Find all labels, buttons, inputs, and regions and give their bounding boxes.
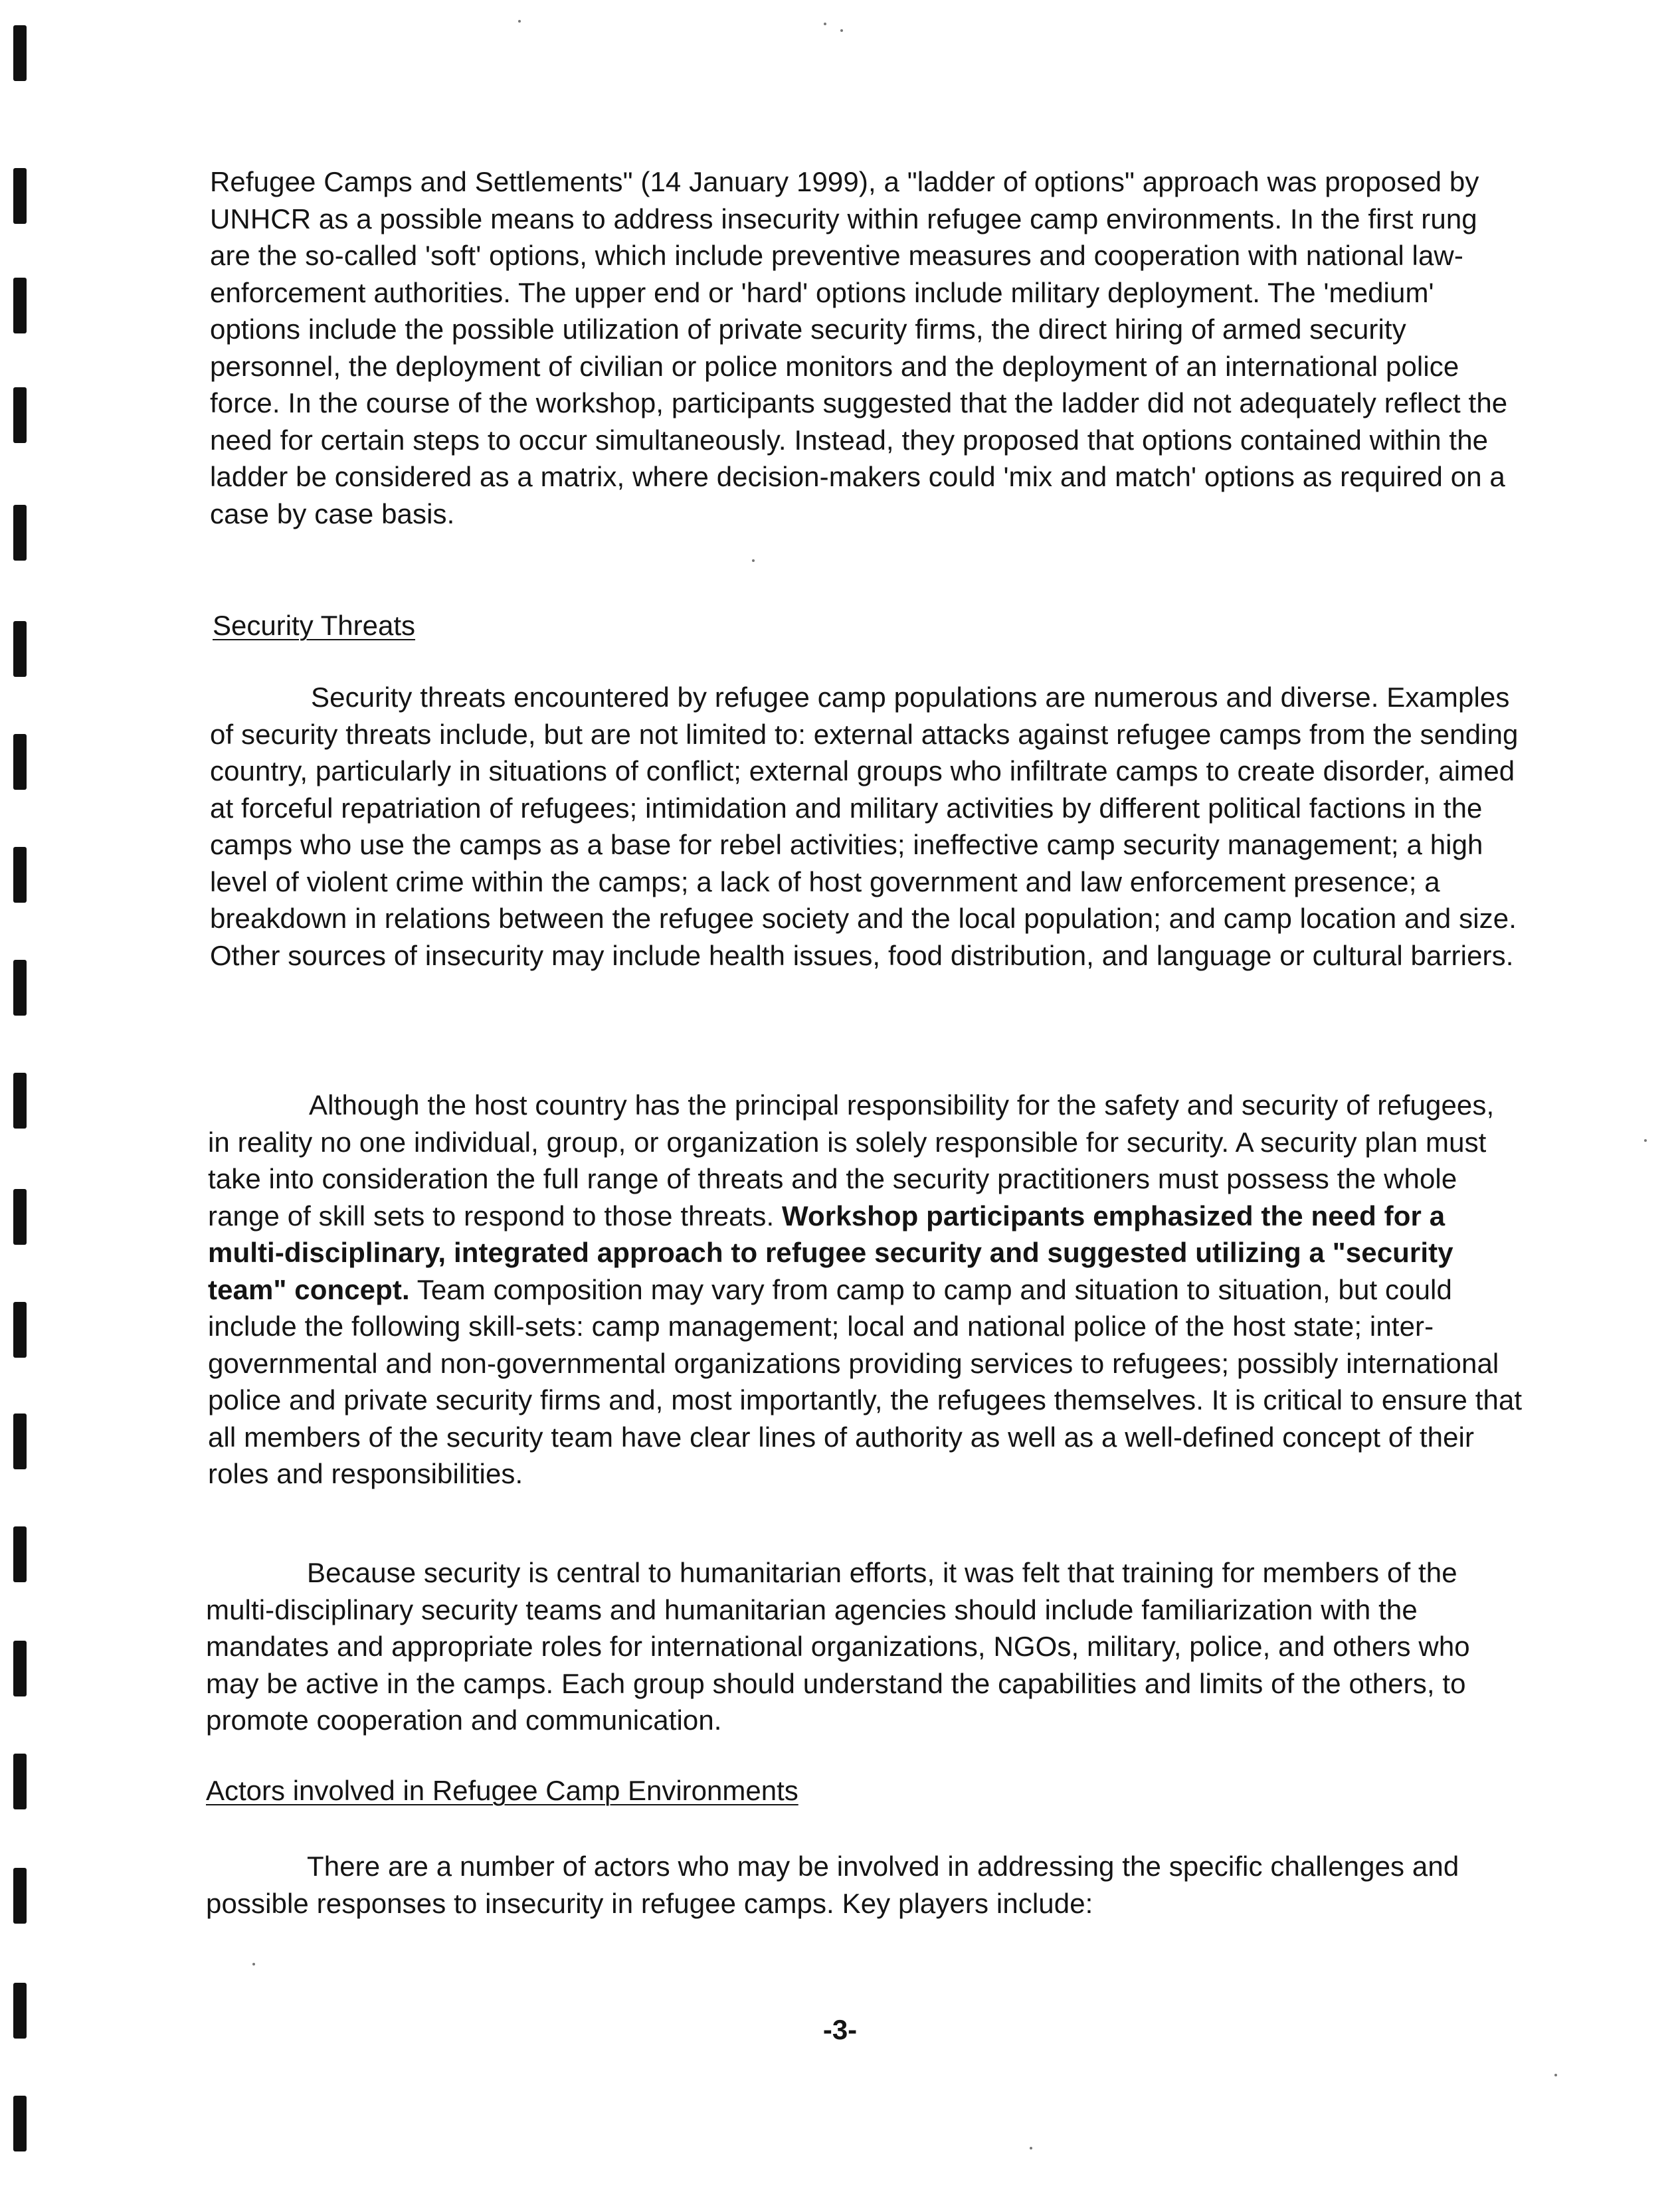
scan-speck xyxy=(1644,1139,1647,1142)
intro-paragraph-block xyxy=(210,163,1525,532)
binding-mark xyxy=(13,960,27,1016)
binding-mark xyxy=(13,1189,27,1245)
section-heading-security-threats: Security Threats xyxy=(213,610,416,641)
binding-mark xyxy=(13,505,27,561)
binding-mark xyxy=(13,1526,27,1582)
intro-paragraph: Refugee Camps and Settlements" (14 January 1999), a "ladder of options" approach was proposed by UNHCR as a possible means to address insecurity within refugee camp environments. In the first rung are the so-called 'soft' options, which include preventive measures and cooperation with national law-enforcement authorities. The upper end or 'hard' options include military deployment. The 'medium' options include the possible utilization of private security firms, the direct hiring of armed security personnel, the deployment of civilian or police monitors and the deployment of an international police force. In the course of the workshop, participants suggested that the ladder did not adequately reflect the need for certain steps to occur simultaneously. Instead, they proposed that options contained within the ladder be considered as a matrix, where decision-makers could 'mix and match' options as required on a case by case basis. xyxy=(210,166,1508,529)
training-paragraph: Because security is central to humanitarian efforts, it was felt that training for members of the multi-disciplinary security teams and humanitarian agencies should include familiarization with the mandates and appropriate roles for international organizations, NGOs, military, police, and others who may be active in the camps. Each group should understand the capabilities and limits of the others, to promote cooperation and communication. xyxy=(206,1557,1470,1736)
binding-mark xyxy=(13,1414,27,1469)
binding-mark xyxy=(13,278,27,333)
binding-mark xyxy=(13,847,27,903)
scan-speck xyxy=(252,1963,255,1965)
actors-paragraph-block xyxy=(206,1848,1521,1922)
scan-speck xyxy=(1030,2147,1032,2149)
binding-mark xyxy=(13,1641,27,1696)
host-paragraph-block xyxy=(208,1087,1523,1493)
host-paragraph-text: Although the host country has the principal responsibility for the safety and security of refugees, in reality no one individual, group, or organization is solely responsible for security. A security plan must take into consideration the full range of threats and the security practitioners must possess the whole range of skill sets to respond to those threats. xyxy=(208,1089,1495,1232)
host-paragraph xyxy=(208,1087,1523,1493)
threats-paragraph: Security threats encountered by refugee camp populations are numerous and diverse. Examples of security threats include, but are not limited to: external attacks against refugee camps from the sending country, particularly in situations of conflict; external groups who infiltrate camps to create disorder, aimed at forceful repatriation of refugees; intimidation and military activities by different political factions in the camps who use the camps as a base for rebel activities; ineffective camp security management; a high level of violent crime within the camps; a lack of host government and law enforcement presence; a breakdown in relations between the refugee society and the local population; and camp location and size. Other sources of insecurity may include health issues, food distribution, and language or cultural barriers. xyxy=(210,682,1519,971)
binding-mark xyxy=(13,1073,27,1129)
scan-speck xyxy=(824,23,826,25)
binding-mark xyxy=(13,1302,27,1358)
actors-paragraph: There are a number of actors who may be involved in addressing the specific challenges and possible responses to insecurity in refugee camps. Key players include: xyxy=(206,1851,1459,1919)
host-paragraph-text-end: Team composition may vary from camp to camp and situation to situation, but could include the following skill-sets: camp management; local and national police of the host state; inter-governmental and non-governmental organizations providing services to refugees; possibly international police and private security firms and, most importantly, the refugees themselves. It is critical to ensure that all members of the security team have clear lines of authority as well as a well-defined concept of their roles and responsibilities. xyxy=(208,1273,1523,1489)
binding-mark xyxy=(13,621,27,677)
threats-paragraph-block xyxy=(210,679,1525,974)
binding-mark xyxy=(13,1754,27,1809)
binding-mark xyxy=(13,2096,27,2151)
training-paragraph-block xyxy=(206,1554,1521,1739)
binding-mark xyxy=(13,387,27,443)
binding-mark xyxy=(13,1868,27,1924)
section-heading-actors: Actors involved in Refugee Camp Environments xyxy=(206,1775,798,1806)
binding-mark xyxy=(13,168,27,224)
binding-mark xyxy=(13,734,27,790)
scan-speck xyxy=(752,559,755,562)
scan-speck xyxy=(518,20,521,23)
page-number: -3- xyxy=(822,2014,858,2045)
binding-mark xyxy=(13,25,27,81)
scan-speck xyxy=(840,29,843,32)
scan-speck xyxy=(1554,2074,1557,2076)
host-paragraph-emphasis: Workshop participants emphasized the need for a multi-disciplinary, integrated approach to refugee security and suggested utilizing a "security team" concept. xyxy=(208,1200,1453,1305)
